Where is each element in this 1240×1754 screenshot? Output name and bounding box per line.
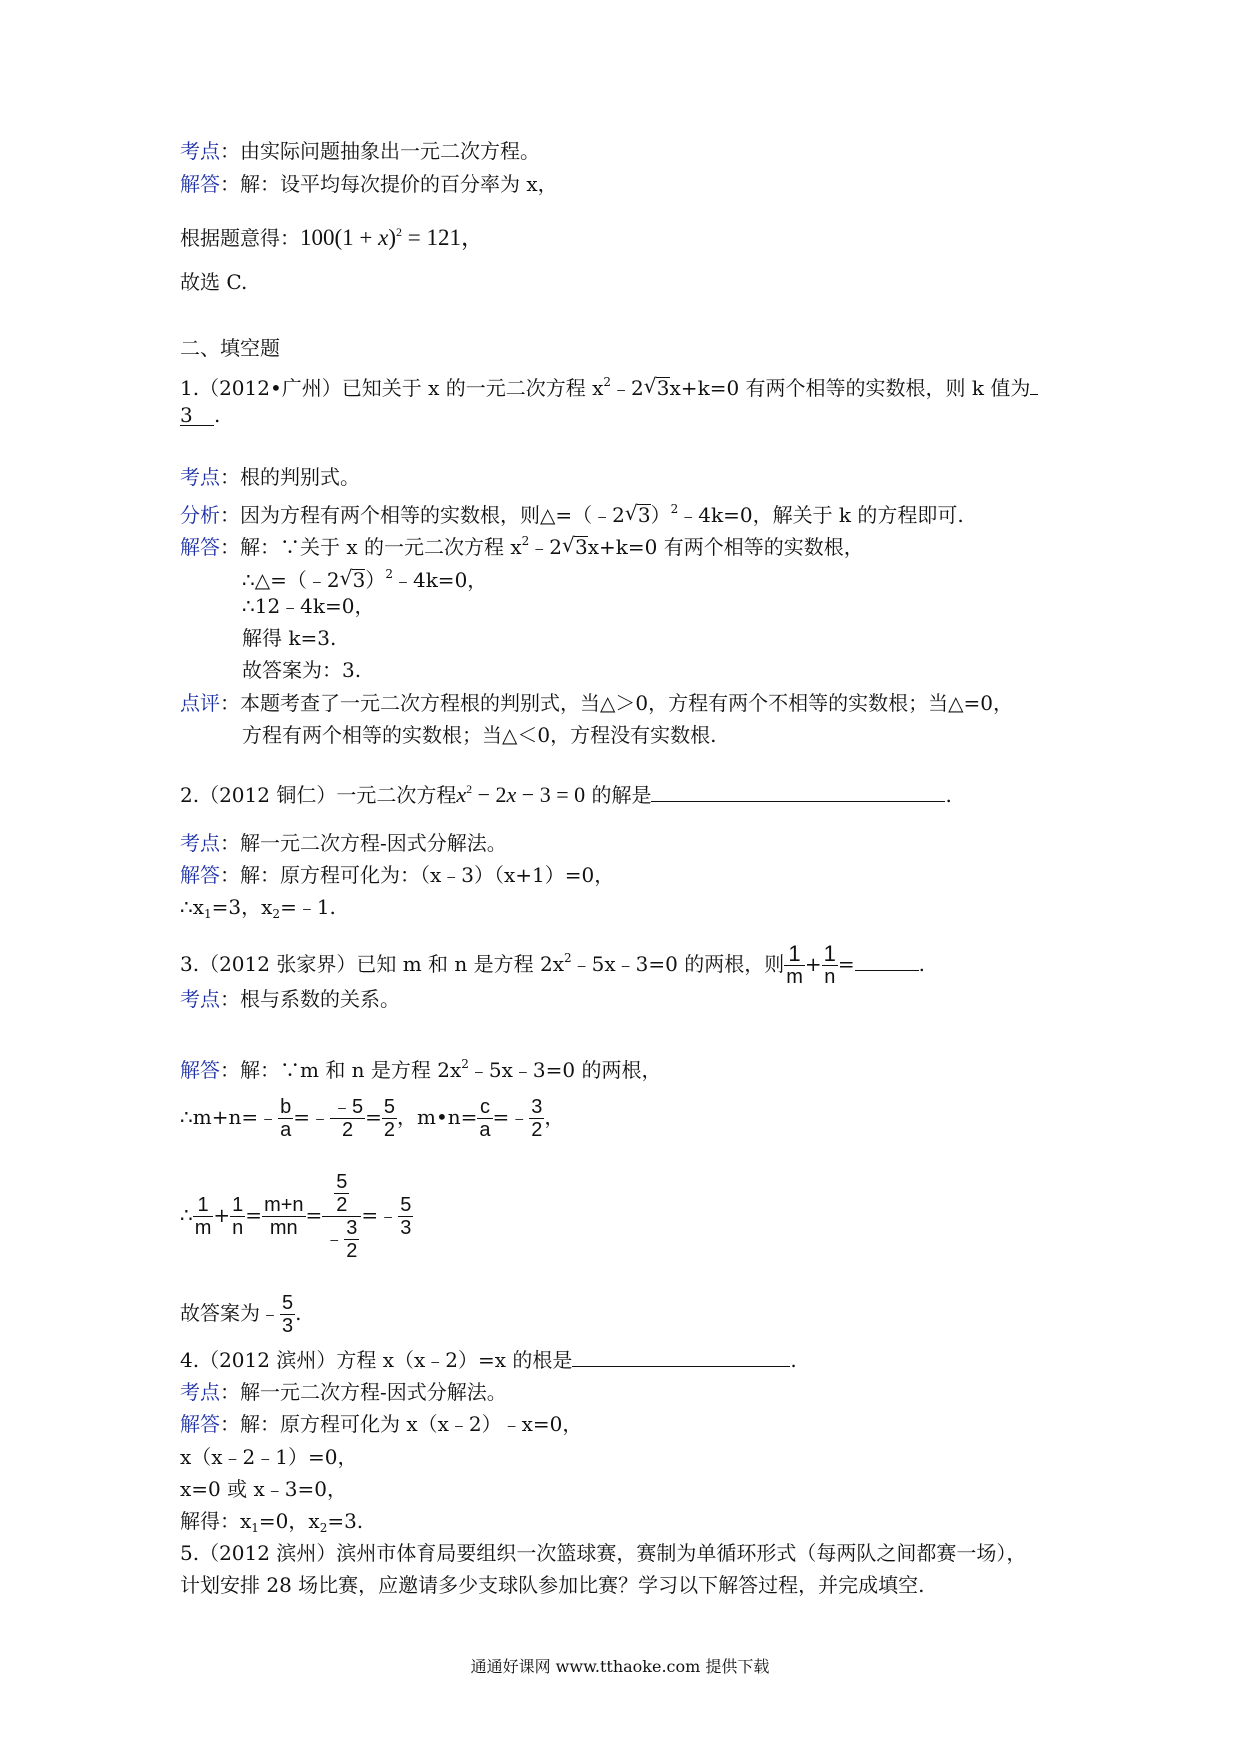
fenxi-text: ﹣4k=0，解关于 k 的方程即可. (678, 503, 964, 527)
equals-sign: = (305, 1203, 323, 1227)
q1-dianping (180, 689, 1013, 717)
numerator: 1 (823, 941, 836, 966)
section-title: 二、填空题 (180, 336, 280, 360)
fraction (330, 1096, 365, 1141)
step-text: =﹣ (361, 1203, 399, 1227)
step-text: ，m•n= (397, 1105, 478, 1129)
denominator: a (280, 1119, 292, 1141)
fraction (344, 1217, 359, 1262)
denominator: 3 (282, 1315, 294, 1337)
jieda-label: 解答 (180, 535, 220, 559)
denominator: 2 (336, 1194, 348, 1216)
answer-blank (180, 401, 214, 426)
denominator: 2 (341, 1119, 354, 1141)
kaodian-label: 考点 (180, 465, 220, 489)
step-text: ∴△=（﹣2 (242, 568, 340, 592)
q4-kaodian (180, 1378, 507, 1406)
eq-var: x (506, 782, 517, 807)
step-text: = (365, 1105, 382, 1129)
numerator: 5 (383, 1096, 395, 1118)
kaodian-label: 考点 (180, 831, 220, 855)
answer-blank (572, 1346, 790, 1367)
q2-equation (456, 782, 585, 807)
plus-sign: + (213, 1203, 231, 1227)
eq-part: − 3 = 0 (521, 782, 586, 807)
q1-exponent: 2 (603, 375, 612, 389)
fraction (382, 1096, 397, 1141)
q4-step3 (180, 1507, 363, 1542)
answer-text: 故答案为﹣ (180, 1301, 280, 1325)
q4-jieda (180, 1410, 582, 1438)
fraction (822, 943, 838, 988)
numerator: c (477, 1096, 492, 1119)
kaodian-text: ：由实际问题抽象出一元二次方程。 (220, 139, 540, 163)
denominator: 3 (400, 1217, 412, 1239)
equation-line (180, 218, 484, 252)
plus-sign: + (804, 952, 822, 976)
q1-fenxi (180, 495, 964, 529)
sqrt-symbol: √ 3 (637, 504, 651, 525)
jieda-text: ：解：原方程可化为 x（x﹣2）﹣x=0， (220, 1412, 583, 1436)
fraction (193, 1194, 214, 1239)
kaodian-text: ：根的判别式。 (220, 465, 360, 489)
jieda-text: ：解：∵关于 x 的一元二次方程 x (220, 535, 522, 559)
fenxi-text: ：因为方程有两个相等的实数根，则△=（﹣2 (220, 503, 625, 527)
subscript: 1 (204, 907, 212, 921)
answer-blank (651, 781, 945, 802)
jieda-label: 解答 (180, 1412, 220, 1436)
step-text: ） (365, 568, 386, 592)
step-text: ， (544, 1105, 565, 1129)
kaodian-text: ：解一元二次方程-因式分解法。 (220, 831, 507, 855)
q3-text: ﹣5x﹣3=0 的两根，则 (571, 952, 785, 976)
q1-end: . (214, 403, 221, 427)
denominator: mn (269, 1217, 298, 1239)
q2-result (180, 893, 336, 928)
exponent: 2 (466, 782, 473, 796)
q4-step2: x=0 或 x﹣3=0， (180, 1477, 347, 1501)
jieda-text: x+k=0 有两个相等的实数根， (587, 535, 864, 559)
answer-blank (1030, 374, 1038, 395)
q1-text: ﹣2 (611, 376, 644, 400)
page-footer: 通通好课网 www.tthaoke.com 提供下载 (470, 1657, 770, 1676)
fraction (334, 1171, 349, 1216)
denominator: 2 (531, 1119, 543, 1141)
eq-exponent: 2 (396, 225, 403, 239)
dianping-label: 点评 (180, 691, 220, 715)
kaodian-text: ：根与系数的关系。 (220, 987, 400, 1011)
numerator: 5 (336, 1171, 348, 1193)
q2-text: 2.（2012 铜仁）一元二次方程 (180, 783, 457, 807)
eq-var: x (456, 782, 467, 807)
jieda-text: ：解：原方程可化为：（x﹣3）（x+1）=0， (220, 863, 615, 887)
compound-fraction (322, 1171, 361, 1262)
sqrt-symbol: √ 3 (352, 569, 366, 590)
sqrt-symbol: √ 3 (656, 377, 670, 398)
jieda-label: 解答 (180, 1058, 220, 1082)
step-text: 解得：x (180, 1509, 252, 1533)
eq-part: = 121， (407, 225, 485, 250)
jieda-label: 解答 (180, 863, 220, 887)
compound-denominator (322, 1217, 361, 1262)
q5-line2: 计划安排 28 场比赛，应邀请多少支球队参加比赛？学习以下解答过程，并完成填空. (180, 1573, 925, 1597)
denominator: m (194, 1217, 212, 1239)
exponent: 2 (521, 534, 530, 548)
guxuan-line: 故选 C. (180, 270, 248, 294)
q1-text: x+k=0 有两个相等的实数根，则 k 值为 (669, 376, 1031, 400)
q3-kaodian (180, 985, 400, 1013)
q3-jieda (180, 1050, 662, 1084)
q3-question (180, 933, 925, 989)
q2-jieda (180, 861, 614, 889)
denominator: m (786, 966, 803, 988)
numerator: 3 (346, 1217, 358, 1239)
kaodian-line (180, 137, 540, 165)
eq-part: − 2 (477, 782, 507, 807)
jieda-text: ﹣2 (529, 535, 563, 559)
q4-question (180, 1346, 797, 1374)
fraction (280, 1292, 295, 1337)
kaodian-label: 考点 (180, 139, 220, 163)
jieda-text: ：解：设平均每次提价的百分率为 x， (220, 172, 558, 196)
subscript: 2 (272, 907, 281, 921)
numerator: 1 (232, 1194, 244, 1216)
step-text: ﹣4k=0， (392, 568, 488, 592)
fenxi-label: 分析 (180, 503, 220, 527)
kaodian-text: ：解一元二次方程-因式分解法。 (220, 1380, 507, 1404)
q2-text: 的解是 (591, 783, 652, 807)
q3-answer (180, 1286, 301, 1340)
subscript: 2 (319, 1521, 328, 1535)
step-text: =﹣ (492, 1105, 530, 1129)
q1-answer-line (180, 401, 220, 429)
step-text: =3. (327, 1509, 364, 1533)
step-text: ∴m+n=﹣ (180, 1105, 279, 1129)
numerator: 5 (400, 1194, 412, 1216)
q1-jieda (180, 527, 864, 561)
q1-step2: ∴12﹣4k=0， (242, 594, 375, 618)
numerator: 5 (282, 1292, 294, 1314)
minus-sign: ﹣ (324, 1227, 345, 1250)
denominator: a (479, 1119, 491, 1141)
answer-end: . (295, 1301, 302, 1325)
q1-step1 (242, 560, 487, 594)
q3-line1 (180, 1090, 564, 1144)
equals-sign: = (245, 1203, 263, 1227)
step-text: =0，x (258, 1509, 320, 1533)
answer-blank (855, 950, 919, 971)
result-text: =3，x (211, 895, 273, 919)
q1-dianping-cont: 方程有两个相等的实数根；当△＜0，方程没有实数根. (242, 723, 717, 747)
fraction (262, 1194, 305, 1239)
denominator: 2 (383, 1119, 395, 1141)
kaodian-label: 考点 (180, 1380, 220, 1404)
fraction (529, 1096, 544, 1141)
eq-part: ) (388, 225, 397, 250)
dianping-text: ：本题考查了一元二次方程根的判别式，当△＞0，方程有两个不相等的实数根；当△=0， (220, 691, 1013, 715)
denominator: n (824, 966, 836, 988)
equation (300, 225, 484, 250)
step-text: =﹣ (293, 1105, 330, 1129)
q4-end: . (790, 1348, 797, 1372)
eq-part: 100(1 + (300, 225, 373, 250)
exponent: 2 (670, 502, 679, 516)
denominator: 2 (346, 1240, 358, 1262)
numerator: 3 (531, 1096, 543, 1118)
exponent: 2 (385, 567, 393, 581)
jieda-text: ：解：∵m 和 n 是方程 2x (220, 1058, 462, 1082)
jieda-text: ﹣5x﹣3=0 的两根， (468, 1058, 662, 1082)
subscript: 1 (251, 1521, 259, 1535)
q2-end: . (945, 783, 952, 807)
kaodian-label: 考点 (180, 987, 220, 1011)
q4-step1: x（x﹣2﹣1）=0， (180, 1445, 358, 1469)
numerator: ﹣5 (331, 1096, 364, 1118)
q4-text: 4.（2012 滨州）方程 x（x﹣2）=x 的根是 (180, 1348, 573, 1372)
jieda-label: 解答 (180, 172, 220, 196)
result-text: =﹣1. (280, 895, 336, 919)
fraction (278, 1096, 293, 1141)
fraction (477, 1096, 492, 1141)
q1-step4: 故答案为：3. (242, 658, 362, 682)
q3-text: 3.（2012 张家界）已知 m 和 n 是方程 2x (180, 952, 564, 976)
fenxi-text: ） (650, 503, 671, 527)
exponent: 2 (461, 1057, 469, 1071)
jieda-line (180, 170, 558, 198)
numerator: b (280, 1096, 292, 1118)
q1-answer: 3 (180, 403, 193, 427)
fraction (230, 1194, 245, 1239)
q3-end: . (918, 952, 926, 976)
sqrt-symbol: √ 3 (574, 536, 588, 557)
q1-step3: 解得 k=3. (242, 626, 337, 650)
result-text: ∴x (180, 895, 205, 919)
exponent: 2 (563, 951, 572, 965)
q2-kaodian (180, 829, 507, 857)
q1-text: 1.（2012•广州）已知关于 x 的一元二次方程 x (180, 376, 604, 400)
eq-var: x (378, 225, 389, 250)
q1-kaodian (180, 463, 360, 491)
fraction (398, 1194, 413, 1239)
q5-line1: 5.（2012 滨州）滨州市体育局要组织一次篮球赛，赛制为单循环形式（每两队之间都赛一场）， (180, 1541, 1027, 1565)
numerator: m+n (264, 1194, 304, 1216)
equals-sign: = (837, 952, 855, 976)
genju-prefix: 根据题意得： (180, 226, 300, 250)
step-text: ∴ (180, 1203, 193, 1227)
q1-question (180, 368, 1038, 402)
compound-numerator (322, 1171, 361, 1217)
fraction (784, 943, 805, 988)
denominator: n (232, 1217, 244, 1239)
q3-line2 (180, 1160, 413, 1270)
numerator: 1 (193, 1194, 214, 1217)
numerator: 1 (784, 943, 805, 966)
q2-question (180, 775, 952, 809)
